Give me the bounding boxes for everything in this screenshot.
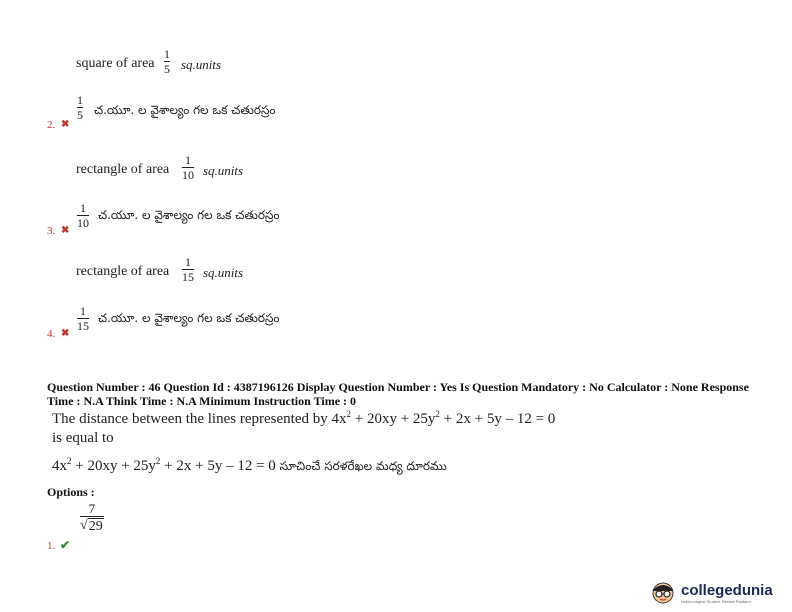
question-text-part: + 20xy + 25y (350, 411, 436, 427)
fraction-numerator: 7 (88, 501, 96, 516)
option4-te-text: చ.యూ. ల వైశాల్యం గల ఒక చతురస్రం (98, 311, 280, 325)
fraction-numerator: 1 (185, 153, 191, 167)
sqrt-icon: √ (80, 518, 88, 533)
logo-mascot-icon (651, 582, 675, 604)
option2-en-unit: sq.units (203, 163, 244, 178)
wrong-mark-icon: ✖ (61, 225, 70, 236)
exponent: 2 (155, 456, 161, 466)
question-text-en (52, 411, 555, 428)
answer-fraction (80, 503, 104, 535)
option1-en-unit: sq.units (181, 57, 222, 72)
fraction-denominator: 15 (77, 319, 89, 333)
option4-number: 4. (47, 328, 56, 340)
option1-en-prefix: square of area (76, 56, 155, 71)
fraction-numerator: 1 (80, 201, 86, 215)
fraction-numerator: 1 (77, 93, 83, 107)
sqrt-radicand: 29 (88, 519, 103, 534)
logo-tagline: India's largest Student Review Platform (681, 599, 751, 604)
fraction-denominator: 10 (77, 216, 89, 230)
option2-en-prefix: rectangle of area (76, 162, 170, 177)
exponent: 2 (435, 409, 440, 419)
question-text-te-words: సూచించే సరళరేఖల మధ్య దూరము (279, 459, 447, 473)
question-meta-line2: Time : N.A Think Time : N.A Minimum Instruction Time : 0 (47, 394, 357, 408)
option3-en-fraction (182, 256, 194, 283)
question-meta-line1: Question Number : 46 Question Id : 4387196126 Display Question Number : Yes Is Question Mandatory : No Calculator : None Response (47, 380, 749, 394)
fraction-denominator: 5 (164, 62, 170, 76)
fraction-denominator: 10 (182, 168, 194, 182)
question-text-en-line2: is equal to (52, 430, 114, 446)
option2-te-fraction (77, 94, 83, 121)
question-text-part: + 20xy + 25y (71, 458, 156, 474)
sqrt-expression (80, 518, 104, 535)
option3-te-text: చ.యూ. ల వైశాల్యం గల ఒక చతురస్రం (98, 208, 280, 222)
wrong-mark-icon: ✖ (61, 328, 70, 339)
question-text-te (52, 458, 447, 476)
exponent: 2 (346, 409, 351, 419)
option4-te-fraction (77, 305, 89, 332)
option2-en-fraction (182, 154, 194, 181)
fraction-numerator: 1 (80, 304, 86, 318)
fraction-numerator: 1 (185, 255, 191, 269)
fraction-bar (80, 516, 104, 517)
option3-en-prefix: rectangle of area (76, 264, 170, 279)
exponent: 2 (67, 456, 72, 466)
correct-check-icon: ✔ (60, 538, 71, 552)
question-text-part: 4x (52, 458, 67, 474)
answer-option-number: 1. (47, 540, 56, 552)
option3-te-fraction (77, 202, 89, 229)
option2-te-text: చ.యూ. ల వైశాల్యం గల ఒక చతురస్రం (94, 103, 276, 117)
option3-number: 3. (47, 225, 56, 237)
question-text-part: + 2x + 5y – 12 = 0 (160, 458, 276, 474)
options-label: Options : (47, 485, 95, 499)
question-text-part: The distance between the lines represented by 4x (52, 411, 347, 427)
fraction-denominator: 15 (182, 270, 194, 284)
option1-en-fraction (164, 48, 170, 75)
wrong-mark-icon: ✖ (61, 119, 70, 130)
question-text-part: + 2x + 5y – 12 = 0 (439, 411, 556, 427)
fraction-denominator: 5 (77, 108, 83, 122)
option3-en-unit: sq.units (203, 265, 244, 280)
logo-name: collegedunia (681, 582, 773, 599)
fraction-numerator: 1 (164, 47, 170, 61)
collegedunia-logo (651, 582, 792, 606)
option2-number: 2. (47, 119, 56, 131)
